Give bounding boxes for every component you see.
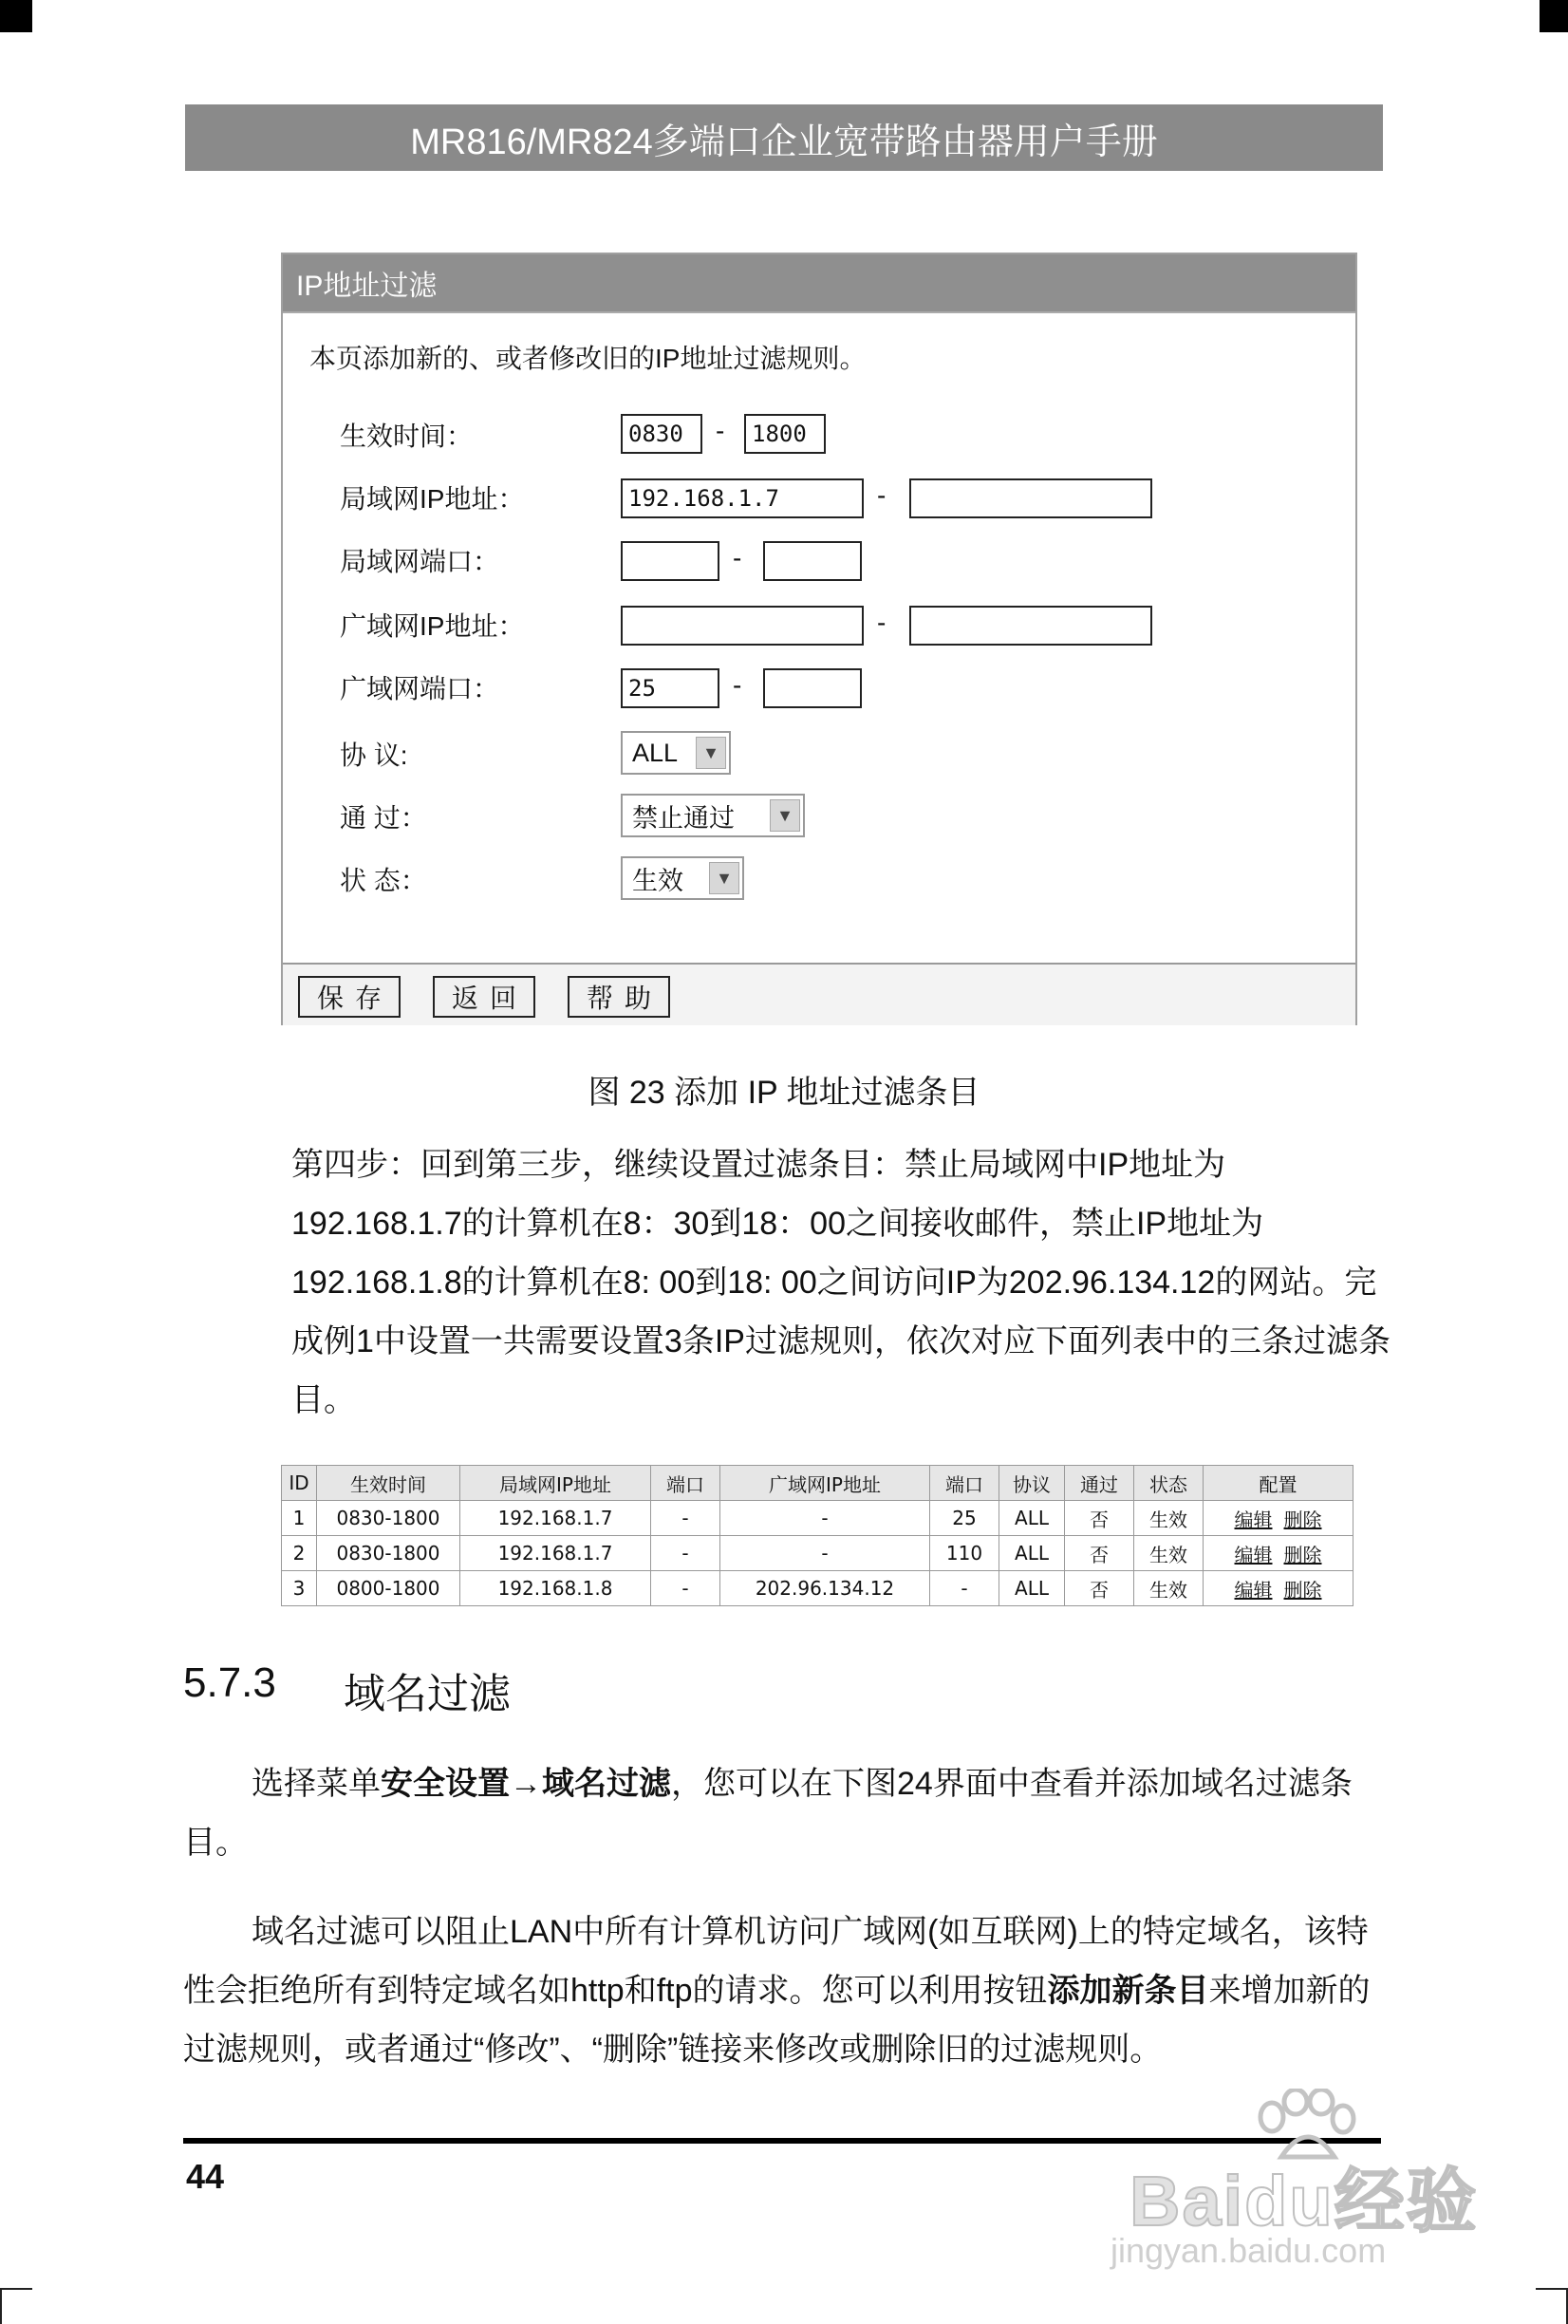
cell-id: 1 (282, 1501, 317, 1536)
cell-wan-port: 110 (930, 1536, 999, 1571)
baidu-watermark (1111, 2089, 1490, 2270)
page-number: 44 (186, 2157, 225, 2196)
wan-ip-dash: - (877, 608, 887, 637)
wan-port-start-input[interactable]: 25 (621, 668, 719, 708)
column-header: 协议 (999, 1466, 1065, 1501)
table-row (282, 1536, 1353, 1571)
table-row (282, 1501, 1353, 1536)
cell-config (1204, 1536, 1353, 1571)
cell-lan-port: - (651, 1571, 720, 1606)
table-row (282, 1571, 1353, 1606)
cell-time: 0800-1800 (317, 1571, 460, 1606)
dialog-button-bar (283, 963, 1355, 1025)
delete-link[interactable]: 删除 (1283, 1543, 1322, 1566)
lan-ip-dash: - (877, 480, 887, 510)
edit-link[interactable]: 编辑 (1234, 1508, 1273, 1531)
section-number: 5.7.3 (183, 1659, 276, 1706)
column-header: 配置 (1204, 1466, 1353, 1501)
ip-filter-dialog (281, 253, 1357, 1025)
time-dash: - (716, 416, 725, 445)
wan-port-dash: - (733, 670, 742, 700)
wan-ip-label: 广域网IP地址： (340, 611, 525, 641)
corner-mark-top-left (0, 0, 32, 32)
cell-pass: 否 (1065, 1501, 1134, 1536)
chevron-down-icon[interactable]: ▼ (709, 862, 739, 894)
para2-pre: 域名过滤可以阻止LAN中所有计算机访问广域网(如互联网)上的特定域名，该特性会拒绝所有到特定域名如http和ftp的请求。您可以利用按钮 (183, 1914, 1369, 2009)
lan-port-label: 局域网端口： (340, 547, 500, 576)
delete-link[interactable]: 删除 (1283, 1578, 1322, 1602)
column-header: 端口 (930, 1466, 999, 1501)
wan-ip-end-input[interactable] (909, 606, 1152, 646)
manual-title: MR816/MR824多端口企业宽带路由器用户手册 (410, 122, 1158, 162)
chevron-down-icon[interactable]: ▼ (696, 737, 726, 769)
cell-wan-port: 25 (930, 1501, 999, 1536)
manual-header (185, 104, 1383, 171)
protocol-value: ALL (632, 738, 679, 767)
crop-mark-bottom-right-h (1536, 2288, 1568, 2290)
column-header: ID (282, 1466, 317, 1501)
cell-config (1204, 1501, 1353, 1536)
cell-lan-ip: 192.168.1.7 (460, 1536, 651, 1571)
cell-wan-ip: 202.96.134.12 (720, 1571, 930, 1606)
save-button[interactable]: 保存 (298, 976, 401, 1018)
wan-ip-start-input[interactable] (621, 606, 864, 646)
lan-port-dash: - (733, 543, 742, 572)
protocol-label: 协 议: (340, 740, 408, 770)
lan-ip-start-input[interactable]: 192.168.1.7 (621, 478, 864, 518)
cell-config (1204, 1571, 1353, 1606)
column-header: 广域网IP地址 (720, 1466, 930, 1501)
time-end-input[interactable]: 1800 (744, 414, 826, 454)
step-four-text: 第四步：回到第三步，继续设置过滤条目：禁止局域网中IP地址为192.168.1.7的计算机在8：30到18：00之间接收邮件，禁止IP地址为192.168.1.8的计算机在8: 00到18: 00之间访问IP为202.96.134.12的网站。完成例1中设置一共需要设置3条IP过滤规则，依次对应下面列表中的三条过滤条目。 (291, 1147, 1391, 1418)
column-header: 生效时间 (317, 1466, 460, 1501)
crop-mark-bottom-left (0, 2288, 2, 2324)
column-header: 端口 (651, 1466, 720, 1501)
lan-ip-label: 局域网IP地址： (340, 484, 525, 514)
lan-port-end-input[interactable] (763, 541, 862, 581)
cell-wan-port: - (930, 1571, 999, 1606)
watermark-url: jingyan.baidu.com (1111, 2231, 1387, 2270)
domain-filter-paragraph (183, 1902, 1389, 2079)
cell-time: 0830-1800 (317, 1501, 460, 1536)
status-label: 状 态： (340, 866, 427, 895)
filter-rules-table (281, 1465, 1353, 1606)
cell-pass: 否 (1065, 1571, 1134, 1606)
cell-wan-ip: - (720, 1501, 930, 1536)
cell-id: 3 (282, 1571, 317, 1606)
corner-mark-top-right (1540, 0, 1568, 32)
wan-port-label: 广域网端口： (340, 674, 500, 703)
dialog-description: 本页添加新的、或者修改旧的IP地址过滤规则。 (309, 344, 867, 373)
pass-value: 禁止通过 (632, 803, 735, 833)
pass-label: 通 过： (340, 803, 427, 833)
cell-wan-ip: - (720, 1536, 930, 1571)
chevron-down-icon[interactable]: ▼ (770, 799, 800, 832)
back-button[interactable]: 返回 (433, 976, 535, 1018)
cell-protocol: ALL (999, 1571, 1065, 1606)
lan-port-start-input[interactable] (621, 541, 719, 581)
dialog-title-bar (283, 254, 1355, 313)
pass-select[interactable] (621, 794, 805, 837)
help-button[interactable]: 帮助 (568, 976, 670, 1018)
cell-time: 0830-1800 (317, 1536, 460, 1571)
status-value: 生效 (632, 866, 683, 895)
cell-pass: 否 (1065, 1536, 1134, 1571)
edit-link[interactable]: 编辑 (1234, 1578, 1273, 1602)
wan-port-end-input[interactable] (763, 668, 862, 708)
time-label: 生效时间： (340, 422, 474, 451)
column-header: 局域网IP地址 (460, 1466, 651, 1501)
cell-protocol: ALL (999, 1536, 1065, 1571)
crop-mark-bottom-left-h (0, 2288, 32, 2290)
watermark-logo: Baidu经验 (1129, 2162, 1479, 2240)
column-header: 状态 (1134, 1466, 1204, 1501)
column-header: 通过 (1065, 1466, 1134, 1501)
dialog-title: IP地址过滤 (296, 271, 438, 302)
cell-id: 2 (282, 1536, 317, 1571)
figure-caption: 图 23 添加 IP 地址过滤条目 (588, 1075, 980, 1111)
lan-ip-end-input[interactable] (909, 478, 1152, 518)
para1-post: ，您可以在下图24界面中查看并添加域名过滤条目。 (183, 1766, 1353, 1861)
menu-instruction-paragraph (183, 1754, 1389, 1872)
cell-status: 生效 (1134, 1536, 1204, 1571)
time-start-input[interactable]: 0830 (621, 414, 702, 454)
para1-pre: 选择菜单 (252, 1766, 381, 1802)
table-header-row (282, 1466, 1353, 1501)
section-title: 域名过滤 (344, 1671, 511, 1717)
cell-status: 生效 (1134, 1501, 1204, 1536)
edit-link[interactable]: 编辑 (1234, 1543, 1273, 1566)
menu-path: 安全设置→域名过滤 (381, 1766, 671, 1802)
delete-link[interactable]: 删除 (1283, 1508, 1322, 1531)
cell-lan-port: - (651, 1501, 720, 1536)
cell-lan-ip: 192.168.1.8 (460, 1571, 651, 1606)
status-select[interactable] (621, 856, 744, 900)
para2-post: 来增加新的过滤规则，或者通过“修改”、“删除”链接来修改或删除旧的过滤规则。 (183, 1973, 1371, 2068)
cell-lan-ip: 192.168.1.7 (460, 1501, 651, 1536)
add-entry-button-name: 添加新条目 (1047, 1973, 1209, 2009)
protocol-select[interactable] (621, 731, 731, 775)
cell-status: 生效 (1134, 1571, 1204, 1606)
cell-lan-port: - (651, 1536, 720, 1571)
cell-protocol: ALL (999, 1501, 1065, 1536)
